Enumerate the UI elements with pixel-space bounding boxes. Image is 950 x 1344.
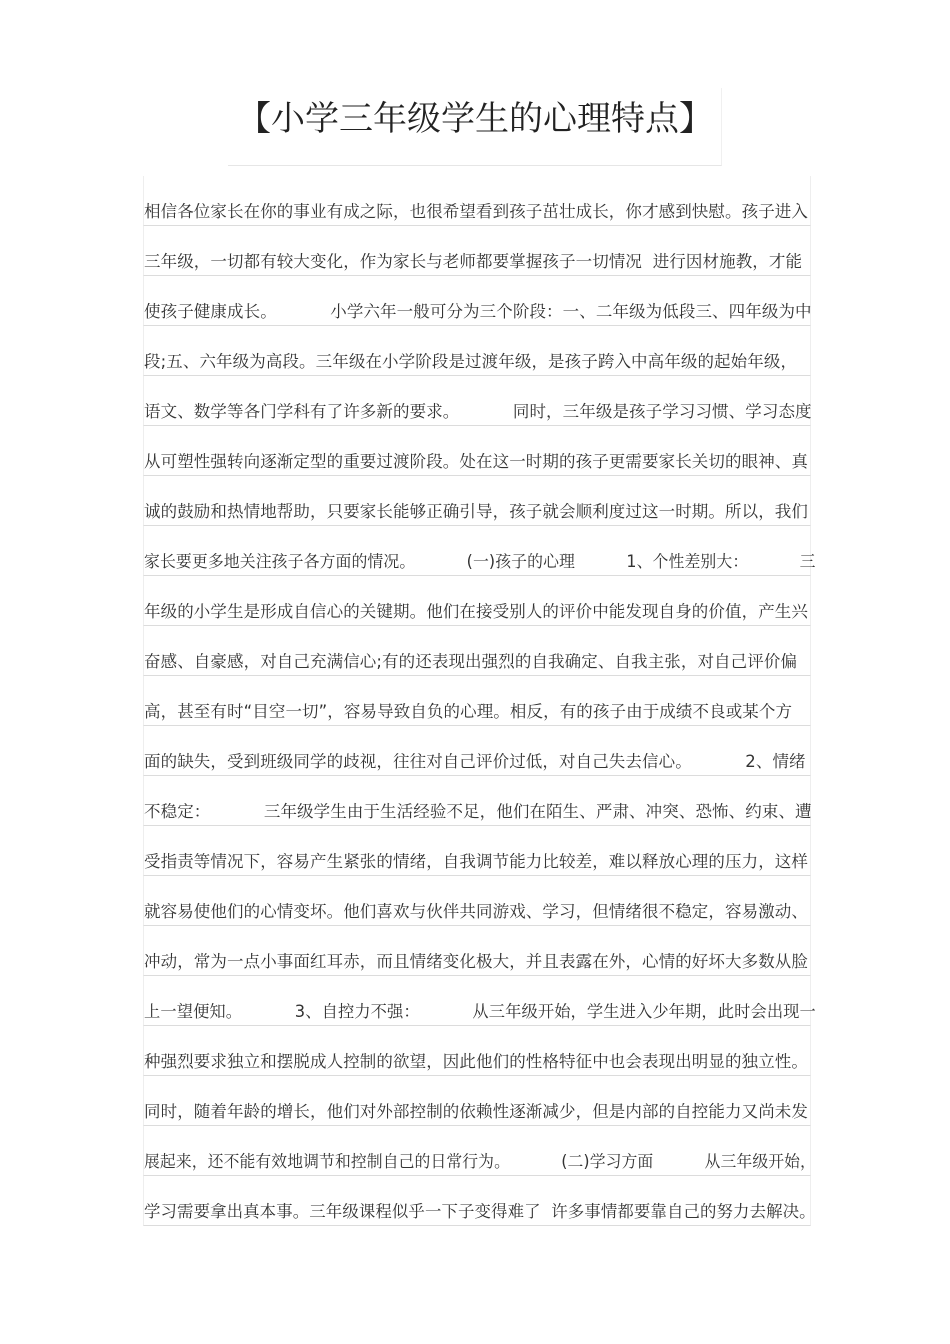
text-line-content: 段;五、六年级为高段。三年级在小学阶段是过渡年级，是孩子跨入中高年级的起始年级， <box>144 352 798 371</box>
text-line <box>143 176 811 226</box>
text-line-content: 受指责等情况下，容易产生紧张的情绪，自我调节能力比较差，难以释放心理的压力，这样 <box>144 852 808 871</box>
text-line <box>143 276 811 326</box>
text-line-content: 三年级，一切都有较大变化，作为家长与老师都要掌握孩子一切情况 进行因材施教，才能 <box>144 252 803 271</box>
text-line <box>143 326 811 376</box>
text-line <box>143 726 811 776</box>
text-line <box>143 226 811 276</box>
text-line <box>143 576 811 626</box>
text-line <box>143 876 811 926</box>
text-line <box>143 376 811 426</box>
text-line-content: 种强烈要求独立和摆脱成人控制的欲望，因此他们的性格特征中也会表现出明显的独立性。 <box>144 1052 808 1071</box>
text-line-content: 展起来，还不能有效地调节和控制自己的日常行为。 (二)学习方面 从三年级开始， <box>144 1152 816 1171</box>
text-line <box>143 426 811 476</box>
text-line-content: 同时，随着年龄的增长，他们对外部控制的依赖性逐渐减少，但是内部的自控能力又尚未发 <box>144 1102 808 1121</box>
text-line-content: 诚的鼓励和热情地帮助，只要家长能够正确引导，孩子就会顺利度过这一时期。所以，我们 <box>144 502 808 521</box>
text-line-content: 相信各位家长在你的事业有成之际，也很希望看到孩子茁壮成长，你才感到快慰。孩子进入 <box>144 202 808 221</box>
document-body <box>143 176 816 1226</box>
text-line-content: 面的缺失，受到班级同学的歧视，往往对自己评价过低，对自己失去信心。 2、情绪 <box>144 752 806 771</box>
text-line-content: 冲动，常为一点小事面红耳赤，而且情绪变化极大，并且表露在外，心情的好坏大多数从脸 <box>144 952 808 971</box>
text-line-content: 语文、数学等各门学科有了许多新的要求。 同时，三年级是孩子学习习惯、学习态度 <box>144 402 812 421</box>
text-line-content: 从可塑性强转向逐渐定型的重要过渡阶段。处在这一时期的孩子更需要家长关切的眼神、真 <box>144 452 808 471</box>
text-line <box>143 626 811 676</box>
text-line-content: 就容易使他们的心情变坏。他们喜欢与伙伴共同游戏、学习，但情绪很不稳定，容易激动、 <box>144 902 808 921</box>
text-line <box>143 926 811 976</box>
text-line-content: 高，甚至有时“目空一切”，容易导致自负的心理。相反，有的孩子由于成绩不良或某个方 <box>144 702 793 721</box>
text-line <box>143 1176 816 1226</box>
text-line <box>143 976 816 1026</box>
text-line <box>143 1026 811 1076</box>
title-box <box>228 88 722 166</box>
document-title: 【小学三年级学生的心理特点】 <box>237 99 713 139</box>
text-line-content: 使孩子健康成长。 小学六年一般可分为三个阶段：一、二年级为低段三、四年级为中 <box>144 302 812 321</box>
text-line-content: 年级的小学生是形成自信心的关键期。他们在接受别人的评价中能发现自身的价值，产生兴 <box>144 602 808 621</box>
text-line <box>143 1126 816 1176</box>
text-line <box>143 526 816 576</box>
text-line-content: 学习需要拿出真本事。三年级课程似乎一下子变得难了 许多事情都要靠自己的努力去解决。 <box>144 1202 816 1221</box>
text-line-content: 不稳定： 三年级学生由于生活经验不足，他们在陌生、严肃、冲突、恐怖、约束、遭 <box>144 802 812 821</box>
text-line-content: 上一望便知。 3、自控力不强： 从三年级开始，学生进入少年期，此时会出现一 <box>144 1002 816 1021</box>
text-line <box>143 676 811 726</box>
text-line <box>143 1076 811 1126</box>
text-line-content: 奋感、自豪感，对自己充满信心;有的还表现出强烈的自我确定、自我主张，对自己评价偏 <box>144 652 798 671</box>
text-line <box>143 826 811 876</box>
text-line <box>143 776 811 826</box>
text-line-content: 家长要更多地关注孩子各方面的情况。 (一)孩子的心理 1、个性差别大： 三 <box>144 552 816 571</box>
text-line <box>143 476 811 526</box>
